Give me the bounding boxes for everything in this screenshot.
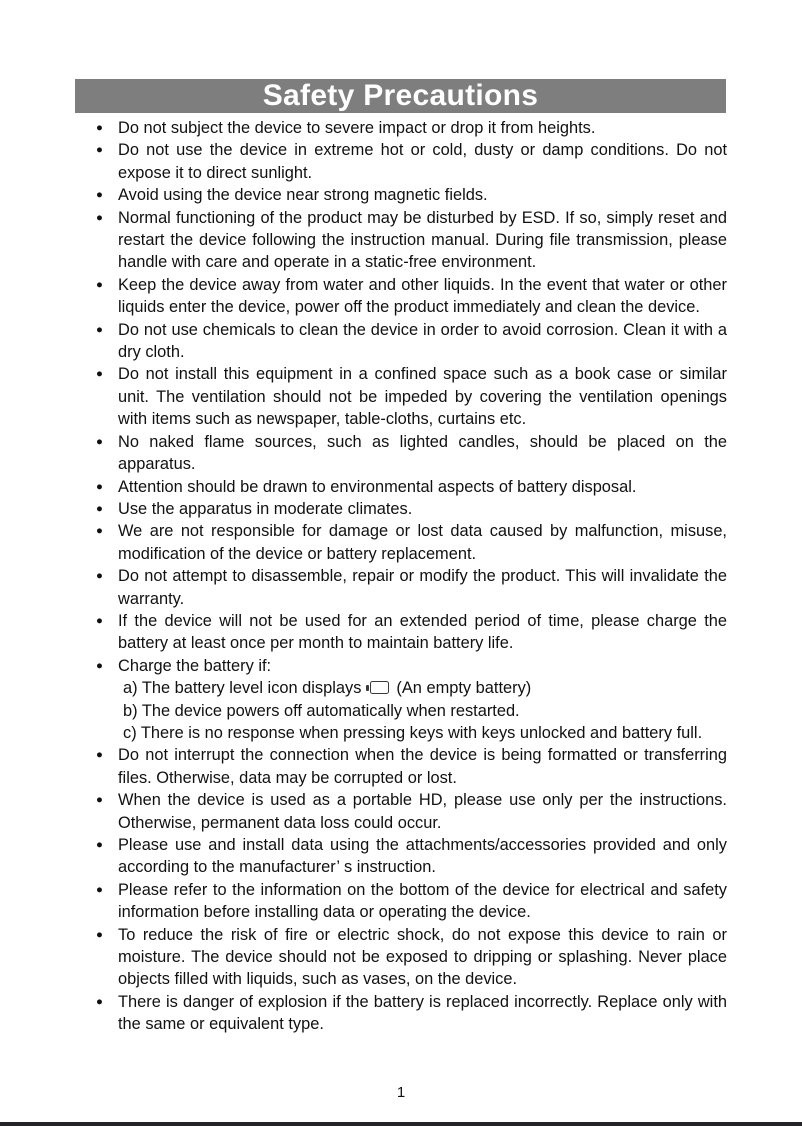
bullet-icon: ● (96, 278, 103, 291)
item-text: Do not subject the device to severe impact or drop it from heights. (118, 119, 596, 137)
list-item (96, 274, 727, 319)
sub-item-b: b) The device powers off automatically when restarted. (123, 701, 520, 720)
page-title: Safety Precautions (262, 79, 539, 112)
item-text: Avoid using the device near strong magnetic fields. (118, 186, 488, 205)
bullet-icon: ● (96, 435, 103, 448)
footer-rule (0, 1122, 802, 1126)
bullet-icon: ● (96, 614, 103, 627)
item-text: Do not use chemicals to clean the device in order to avoid corrosion. Clean it with a dry cloth. (118, 320, 727, 362)
sub-item-c: c) There is no response when pressing keys with keys unlocked and battery full. (123, 723, 703, 742)
item-text: Do not attempt to disassemble, repair or modify the product. This will invalidate the warranty. (118, 567, 727, 608)
item-text: When the device is used as a portable HD, please use only per the instructions. Otherwise, permanent data loss could occur. (118, 791, 727, 832)
item-text: Do not use the device in extreme hot or cold, dusty or damp conditions. Do not expose it to direct sunlight. (118, 141, 727, 182)
list-item (96, 139, 727, 184)
list-item (96, 476, 727, 498)
bullet-icon: ● (96, 211, 103, 224)
sub-item-a-text-after: (An empty battery) (396, 679, 532, 698)
sub-item-a-text: a) The battery level icon displays (123, 679, 362, 698)
item-text: There is danger of explosion if the battery is replaced incorrectly. Replace only with the same or equivalent type. (118, 992, 727, 1034)
bullet-icon: ● (96, 323, 103, 336)
item-text: Attention should be drawn to environmental aspects of battery disposal. (118, 477, 637, 496)
item-text: Normal functioning of the product may be disturbed by ESD. If so, simply reset and restart the device following the instruction manual. During file transmission, please handle with care and operate in a static-free environment. (118, 208, 727, 272)
list-item (96, 879, 727, 924)
item-text: Do not install this equipment in a confined space such as a book case or similar unit. The ventilation should not be impeded by covering the ventilation openings with items such as newspaper, table-cloths, curtains etc. (118, 365, 727, 429)
item-text: We are not responsible for damage or lost data caused by malfunction, misuse, modification of the device or battery replacement. (118, 522, 727, 563)
empty-battery-icon (370, 681, 389, 694)
bullet-icon: ● (96, 995, 103, 1008)
bullet-icon: ● (96, 525, 103, 538)
list-item (96, 319, 727, 364)
list-item (96, 565, 727, 610)
list-item (96, 520, 727, 565)
bullet-icon: ● (96, 144, 103, 157)
page-number: 1 (396, 1084, 406, 1101)
item-text: If the device will not be used for an extended period of time, please charge the battery at least once per month to maintain battery life. (118, 611, 727, 653)
list-item (96, 610, 727, 655)
bullet-icon: ● (96, 570, 103, 583)
list-item (96, 834, 727, 879)
header-bar (75, 79, 726, 113)
bullet-icon: ● (96, 502, 103, 515)
list-item (96, 991, 727, 1036)
bullet-icon: ● (96, 480, 103, 493)
charge-battery-sublist (118, 677, 727, 744)
bullet-icon: ● (96, 928, 103, 941)
item-text: Please refer to the information on the bottom of the device for electrical and safety information before installing data or operating the device. (118, 880, 727, 922)
list-item (96, 117, 727, 139)
list-item (96, 184, 727, 206)
bullet-icon: ● (96, 189, 103, 202)
list-item (96, 924, 727, 991)
list-item (96, 363, 727, 430)
bullet-icon: ● (96, 883, 103, 896)
item-text: Please use and install data using the attachments/accessories provided and only according to the manufacturer’ s instruction. (118, 836, 727, 877)
sub-item-a (123, 677, 727, 699)
item-text: Charge the battery if: (118, 656, 272, 675)
list-item (96, 744, 727, 789)
precautions-list (96, 117, 727, 1036)
list-item (96, 498, 727, 520)
list-item (96, 207, 727, 274)
item-text: To reduce the risk of fire or electric shock, do not expose this device to rain or moisture. The device should not be exposed to dripping or splashing. Never place objects filled with liquids, such as vases, on the device. (118, 925, 727, 989)
bullet-icon: ● (96, 368, 103, 381)
list-item (96, 789, 727, 834)
item-text: No naked flame sources, such as lighted candles, should be placed on the apparatus. (118, 432, 727, 474)
bullet-icon: ● (96, 794, 103, 807)
bullet-icon: ● (96, 122, 103, 134)
bullet-icon: ● (96, 839, 103, 851)
bullet-icon: ● (96, 659, 103, 672)
list-item (96, 431, 727, 476)
item-text: Use the apparatus in moderate climates. (118, 499, 413, 518)
bullet-icon: ● (96, 749, 103, 762)
item-text: Do not interrupt the connection when the device is being formatted or transferring files. Otherwise, data may be corrupted or lost. (118, 746, 727, 787)
item-text: Keep the device away from water and other liquids. In the event that water or other liquids enter the device, power off the product immediately and clean the device. (118, 275, 727, 317)
list-item-charge-battery (96, 655, 727, 745)
